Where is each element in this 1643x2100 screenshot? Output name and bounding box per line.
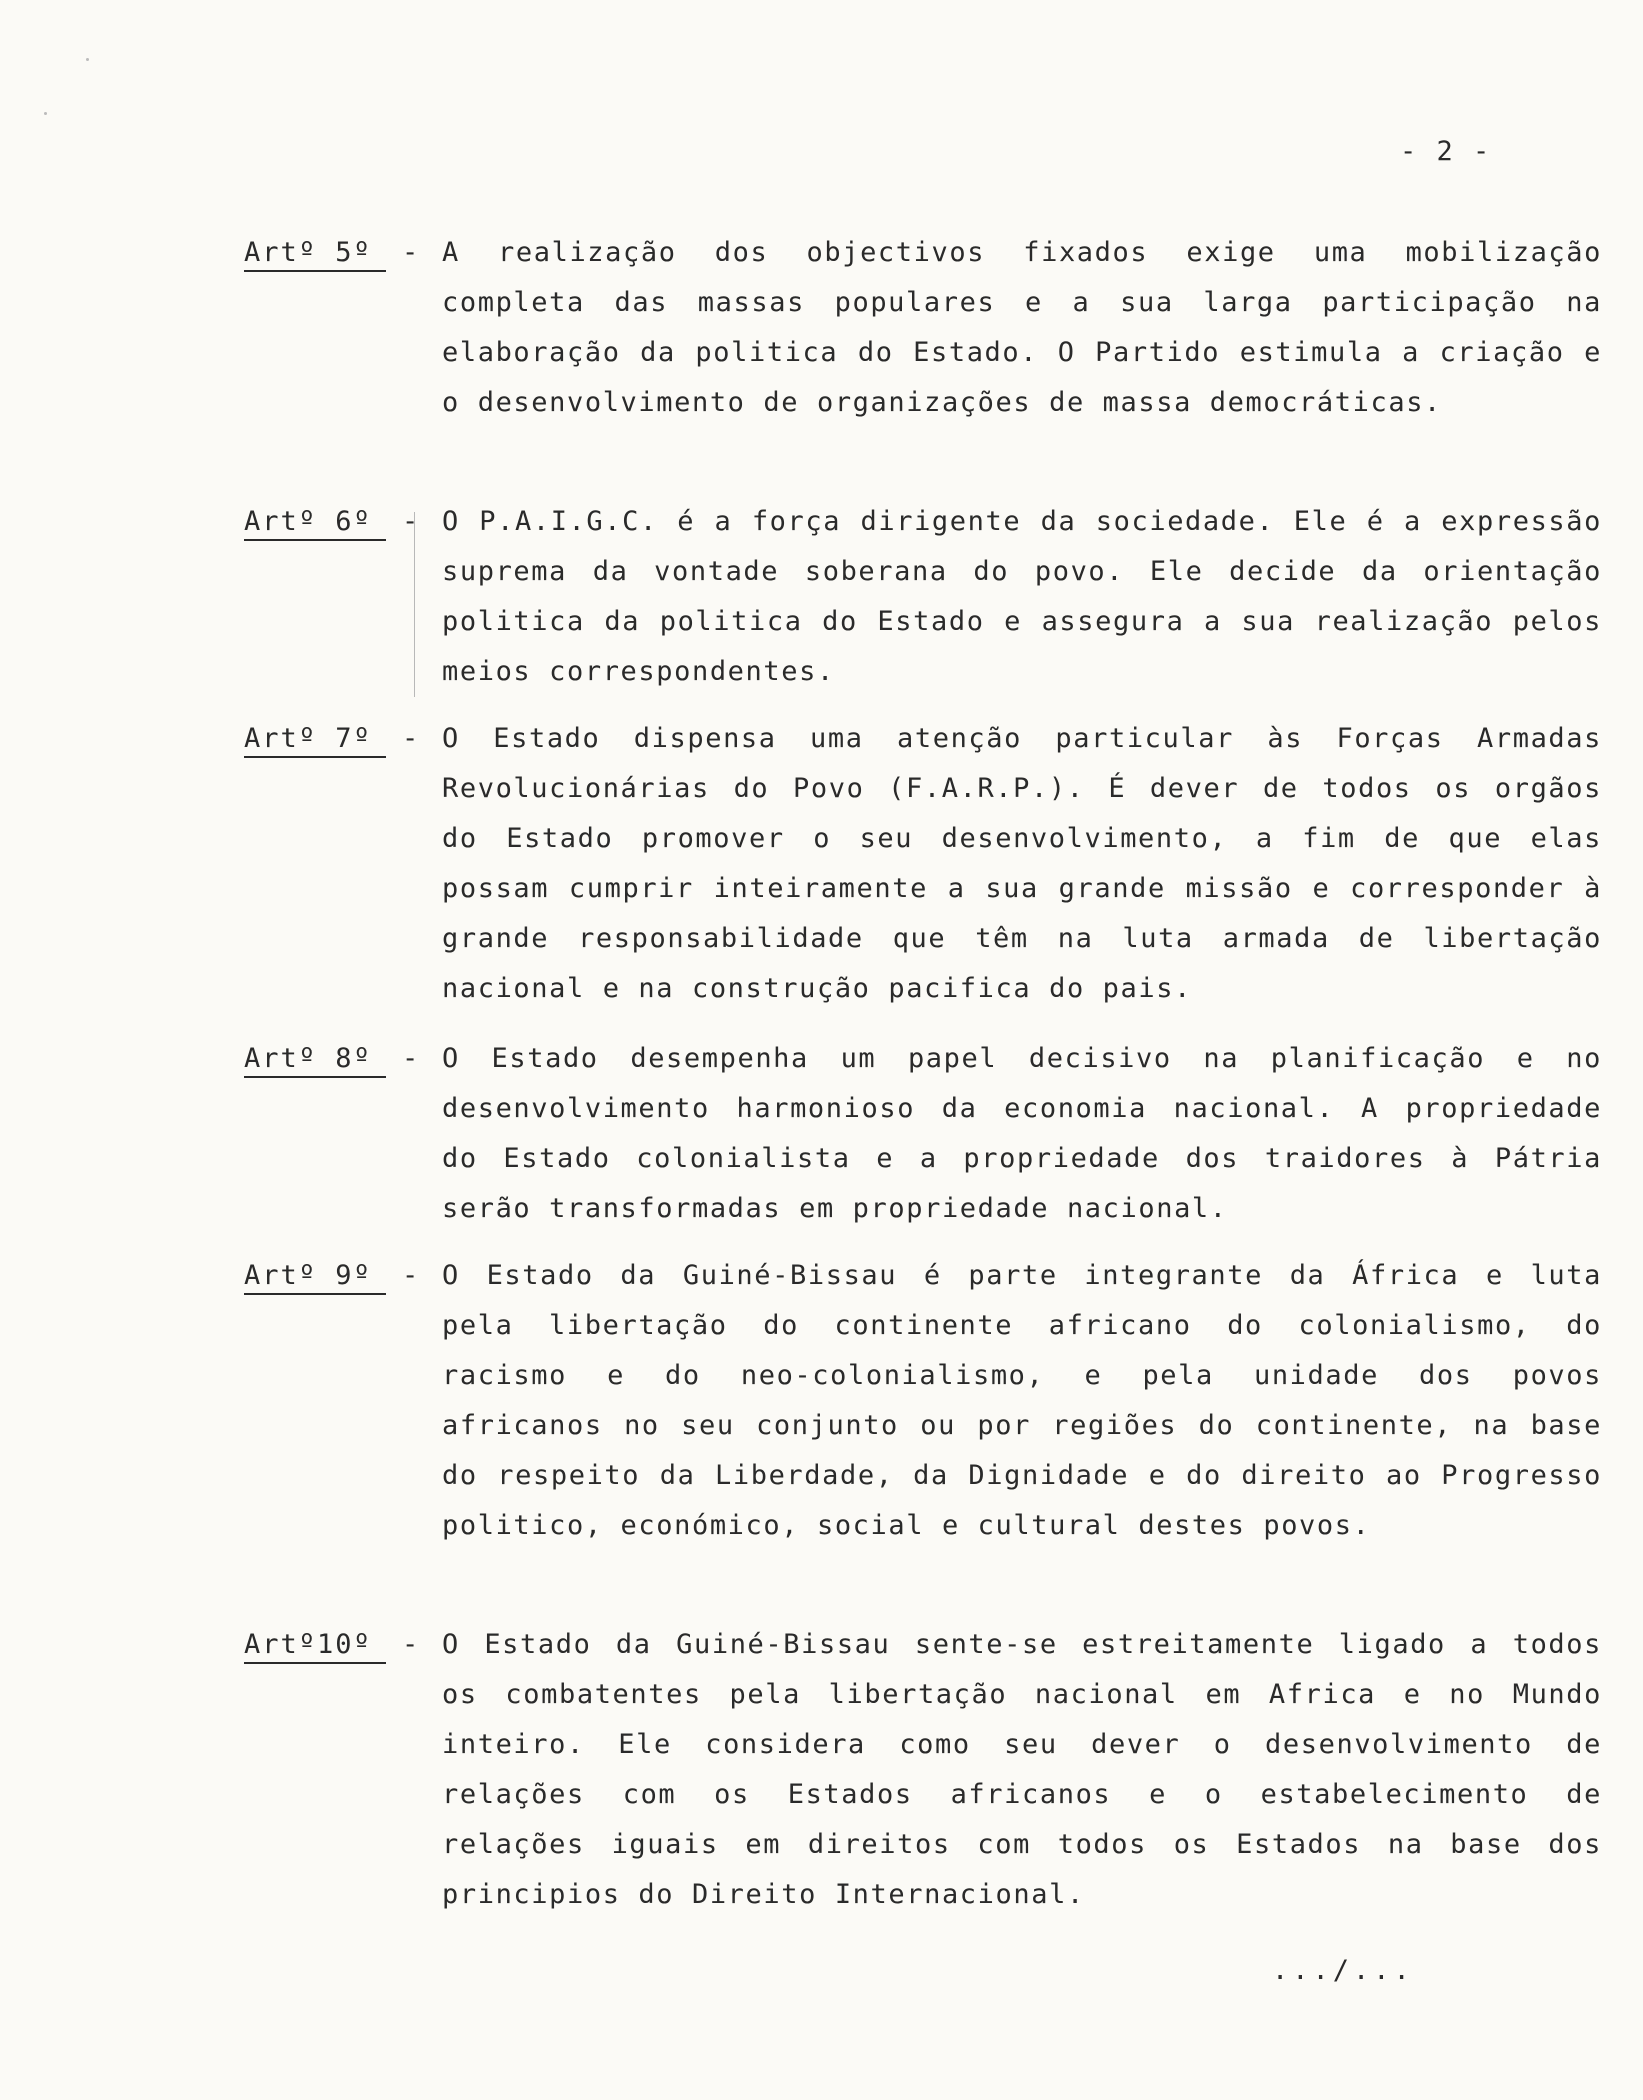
article-label: Artº10º bbox=[244, 1628, 386, 1664]
article-paragraph: A realização dos objectivos fixados exige uma mobilização completa das massas populares e a sua larga participação na elaboração da politica do Estado. O Partido estimula a criação e o desenvolvimento de organizações de massa democráticas. bbox=[442, 237, 1602, 418]
article-label: Artº 9º bbox=[244, 1259, 386, 1295]
article-dash: - bbox=[402, 237, 419, 268]
article-paragraph: O Estado dispensa uma atenção particular às Forças Armadas Revolucionárias do Povo (F.A.R.P.). É dever de todos os orgãos do Estado promover o seu desenvolvimento, a fim de que elas possam cumprir inteiramente a sua grande missão e corresponder à grande responsabilidade que têm na luta armada de libertação nacional e na construção pacifica do pais. bbox=[442, 723, 1602, 1004]
article-dash: - bbox=[402, 723, 419, 754]
article-label: Artº 6º bbox=[244, 505, 386, 541]
margin-pencil-mark bbox=[414, 512, 415, 697]
paper-speck bbox=[86, 58, 89, 61]
page-number: - 2 - bbox=[1400, 136, 1492, 167]
article-text bbox=[442, 1034, 1602, 1234]
article-dash: - bbox=[402, 1043, 419, 1074]
article-text bbox=[442, 714, 1602, 1014]
article-dash: - bbox=[402, 506, 419, 537]
article-label: Artº 5º bbox=[244, 236, 386, 272]
article-paragraph: O Estado da Guiné-Bissau é parte integrante da África e luta pela libertação do continente africano do colonialismo, do racismo e do neo-colonialismo, e pela unidade dos povos africanos no seu conjunto ou por regiões do continente, na base do respeito da Liberdade, da Dignidade e do direito ao Progresso politico, económico, social e cultural destes povos. bbox=[442, 1260, 1602, 1541]
article-text bbox=[442, 1620, 1602, 1920]
article-text bbox=[442, 497, 1602, 697]
article-label: Artº 7º bbox=[244, 722, 386, 758]
continuation-mark: .../... bbox=[1272, 1955, 1414, 1986]
article-text bbox=[442, 228, 1602, 428]
article-paragraph: O Estado desempenha um papel decisivo na planificação e no desenvolvimento harmonioso da economia nacional. A propriedade do Estado colonialista e a propriedade dos traidores à Pátria serão transformadas em propriedade nacional. bbox=[442, 1043, 1602, 1224]
paper-speck bbox=[44, 112, 47, 115]
article-paragraph: O P.A.I.G.C. é a força dirigente da sociedade. Ele é a expressão suprema da vontade soberana do povo. Ele decide da orientação politica da politica do Estado e assegura a sua realização pelos meios correspondentes. bbox=[442, 506, 1602, 687]
article-dash: - bbox=[402, 1260, 419, 1291]
article-paragraph: O Estado da Guiné-Bissau sente-se estreitamente ligado a todos os combatentes pela libertação nacional em Africa e no Mundo inteiro. Ele considera como seu dever o desenvolvimento de relações com os Estados africanos e o estabelecimento de relações iguais em direitos com todos os Estados na base dos principios do Direito Internacional. bbox=[442, 1629, 1602, 1910]
article-label: Artº 8º bbox=[244, 1042, 386, 1078]
article-text bbox=[442, 1251, 1602, 1551]
article-dash: - bbox=[402, 1629, 419, 1660]
